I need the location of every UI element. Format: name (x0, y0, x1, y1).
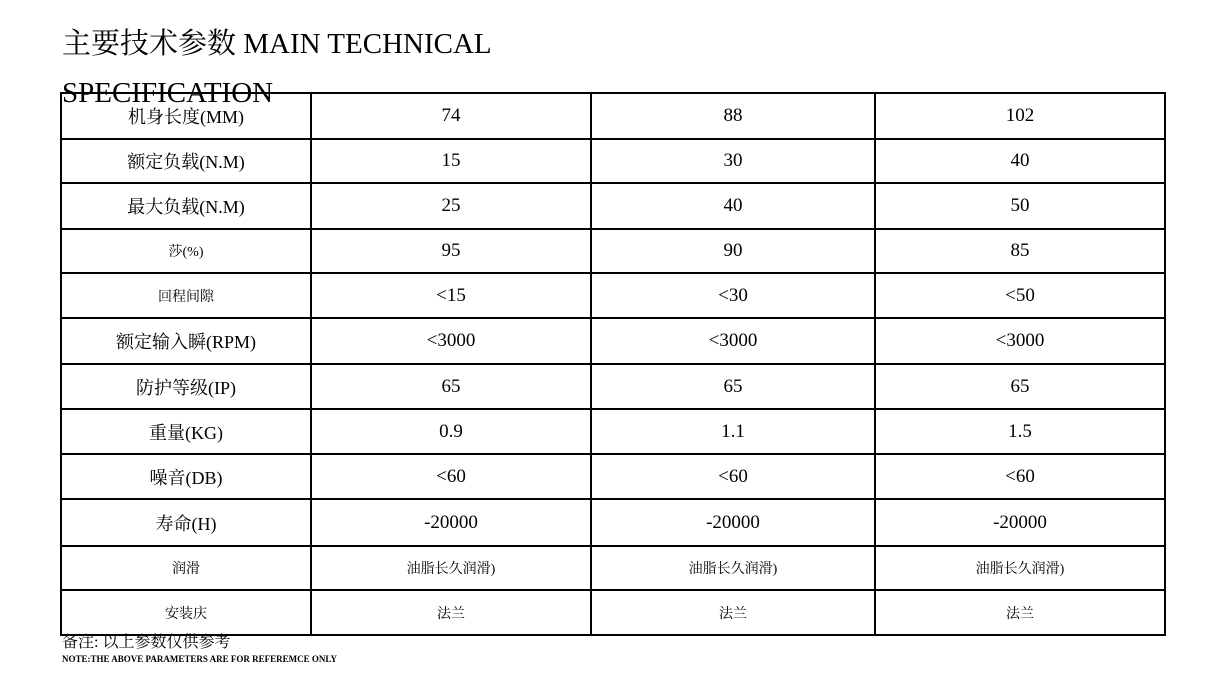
table-cell: 油脂长久润滑) (875, 546, 1165, 590)
row-label: 额定输入瞬(RPM) (61, 318, 311, 364)
table-cell: 85 (875, 229, 1165, 273)
table-row (61, 590, 1165, 635)
table-cell: -20000 (311, 499, 591, 546)
table-cell: <30 (591, 273, 875, 318)
title-line-2: SPECIFICATION (62, 77, 274, 109)
note-english: NOTE:THE ABOVE PARAMETERS ARE FOR REFEREMCE ONLY (62, 654, 338, 664)
table-cell: 法兰 (591, 590, 875, 635)
table-cell: -20000 (591, 499, 875, 546)
spec-table (60, 92, 1166, 636)
table-cell: 65 (311, 364, 591, 409)
table-row (61, 273, 1165, 318)
table-cell: <3000 (875, 318, 1165, 364)
table-cell: <60 (591, 454, 875, 499)
table-row (61, 139, 1165, 183)
table-cell: 25 (311, 183, 591, 229)
row-label: 润滑 (61, 546, 311, 590)
row-label: 最大负载(N.M) (61, 183, 311, 229)
table-cell: 65 (591, 364, 875, 409)
table-cell: <60 (311, 454, 591, 499)
table-cell: 30 (591, 139, 875, 183)
table-cell: 15 (311, 139, 591, 183)
table-cell: 65 (875, 364, 1165, 409)
table-row (61, 93, 1165, 139)
table-row (61, 318, 1165, 364)
table-cell: 0.9 (311, 409, 591, 454)
table-cell: 74 (311, 93, 591, 139)
table-cell: -20000 (875, 499, 1165, 546)
table-cell: <3000 (311, 318, 591, 364)
row-label: 机身长度(MM) (61, 93, 311, 139)
table-cell: 40 (875, 139, 1165, 183)
row-label: 重量(KG) (61, 409, 311, 454)
table-cell: <50 (875, 273, 1165, 318)
table-cell: 1.1 (591, 409, 875, 454)
row-label: 噪音(DB) (61, 454, 311, 499)
table-cell: 88 (591, 93, 875, 139)
table-cell: 95 (311, 229, 591, 273)
table-row (61, 183, 1165, 229)
table-row (61, 229, 1165, 273)
table-cell: 90 (591, 229, 875, 273)
table-cell: 油脂长久润滑) (311, 546, 591, 590)
table-row (61, 546, 1165, 590)
table-cell: <3000 (591, 318, 875, 364)
row-label: 寿命(H) (61, 499, 311, 546)
title-line-1: 主要技术参数 MAIN TECHNICAL (62, 28, 492, 60)
table-cell: 1.5 (875, 409, 1165, 454)
table-cell: 50 (875, 183, 1165, 229)
table-cell: <60 (875, 454, 1165, 499)
table-row (61, 499, 1165, 546)
table-cell: <15 (311, 273, 591, 318)
table-cell: 40 (591, 183, 875, 229)
table-cell: 法兰 (875, 590, 1165, 635)
row-label: 防护等级(IP) (61, 364, 311, 409)
row-label: 回程间隙 (61, 273, 311, 318)
table-cell: 102 (875, 93, 1165, 139)
table-row (61, 409, 1165, 454)
table-row (61, 454, 1165, 499)
row-label: 安装庆 (61, 590, 311, 635)
row-label: 莎(%) (61, 229, 311, 273)
table-cell: 法兰 (311, 590, 591, 635)
table-row (61, 364, 1165, 409)
row-label: 额定负载(N.M) (61, 139, 311, 183)
table-cell: 油脂长久润滑) (591, 546, 875, 590)
note-chinese: 备注: 以上参数仅供参考 (62, 634, 231, 651)
